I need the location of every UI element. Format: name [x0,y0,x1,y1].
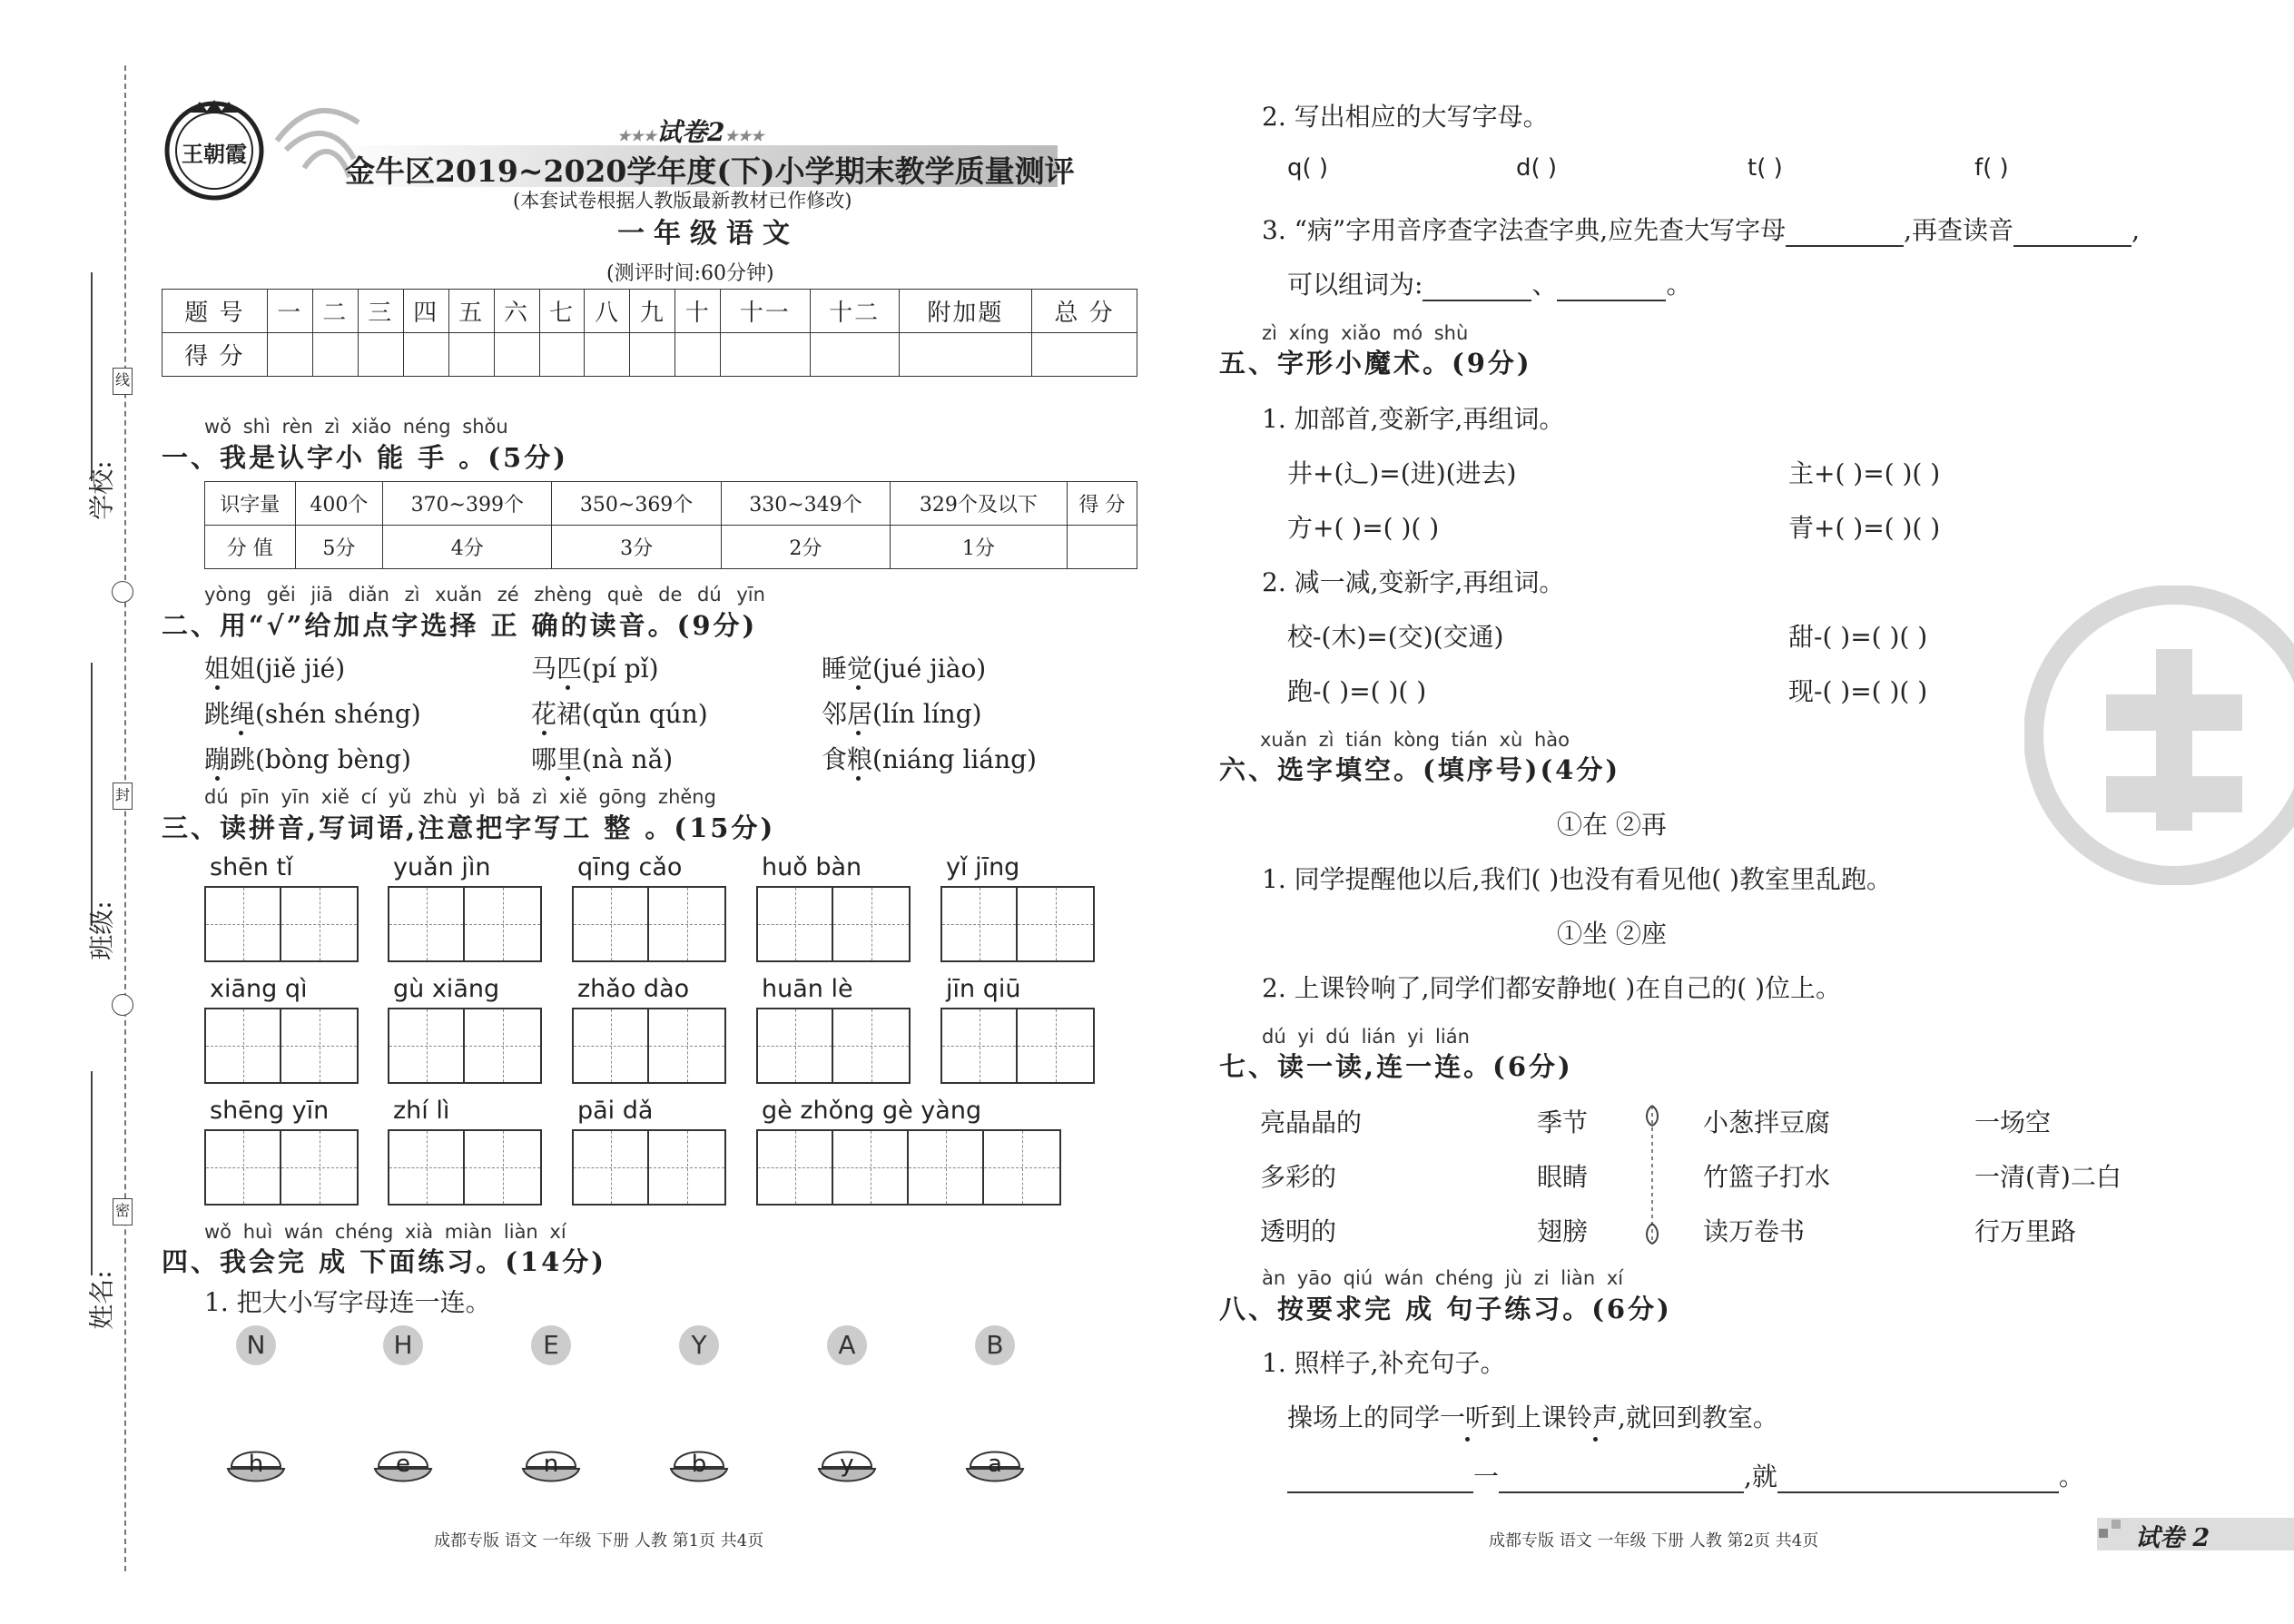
binding-hole-icon [112,581,133,603]
q8-blank-line: 一 ,就 。 [1287,1457,2084,1493]
lowercase-letter: a [988,1451,1002,1478]
grid-cell [758,1131,833,1204]
emphasis-dot [215,776,220,781]
q2-item: 跳绳(shén shéng) [204,699,421,729]
q1-score-cell: 3分 [552,526,721,569]
score-blank-cell [267,333,312,377]
q3-pinyin: gù xiāng [393,975,500,1003]
q7-pinyin: dú yi dú lián yi lián [1262,1026,1470,1048]
score-blank-cell [448,333,494,377]
grid-cell [389,1131,465,1204]
grid-cell [281,1009,357,1082]
q6-sentence2: 2. 上课铃响了,同学们都安静地( )在自己的( )位上。 [1262,973,1842,1003]
q2-item: 睡觉(jué jiào) [822,654,987,684]
score-header-cell: 四 [403,290,448,333]
writing-grid [940,1008,1095,1084]
q2-item: 花裙(qǔn qún) [531,699,708,729]
emphasis-dot [215,685,220,690]
lowercase-letter: b [691,1451,707,1478]
q1-header-cell: 329个及以下 [891,482,1068,526]
grid-cell [389,888,465,960]
grid-cell [206,888,281,960]
seal-box-seal: 封 [113,782,133,810]
score-blank-cell [312,333,358,377]
q3-pinyin: huǒ bàn [762,853,862,881]
grid-cell [389,1009,465,1082]
q4-pinyin: wǒ huì wán chéng xià miàn liàn xí [204,1221,566,1243]
seal-box-line: 线 [113,368,133,395]
grid-cell [1018,1009,1093,1082]
q5-pinyin: zì xíng xiǎo mó shù [1262,322,1469,344]
q2-item: 食粮(niáng liáng) [822,744,1037,774]
fold-line [124,65,126,1571]
score-blank-cell [675,333,721,377]
score-header-cell: 八 [585,290,630,333]
q7-left-item: 多彩的 [1260,1162,1337,1192]
score-blank-cell [721,333,810,377]
score-header-cell: 五 [448,290,494,333]
footer-left: 成都专版 语文 一年级 下册 人教 第1页 共4页 [434,1531,764,1550]
q3-pinyin: yǐ jīng [946,853,1020,881]
q7-right2-item: 行万里路 [1974,1216,2077,1246]
uppercase-letter: N [236,1325,276,1365]
grid-cell [465,1131,540,1204]
footer-badge: 试卷 2 [2135,1524,2210,1552]
grid-cell [909,1131,984,1204]
score-header-cell: 一 [267,290,312,333]
shell-icon [519,1440,583,1494]
emphasis-dot [239,731,243,735]
score-header-cell: 附加题 [899,290,1031,333]
q3-pinyin: qīng cǎo [577,853,683,881]
q1-header-cell: 330~349个 [721,482,890,526]
q2-item: 马匹(pí pǐ) [531,654,659,684]
q4-sub3-line1: 3. “病”字用音序查字法查字典,应先查大写字母 ,再查读音 , [1262,215,2140,245]
logo [163,100,265,202]
q5-r1a: 井+(辶)=(进)(进去) [1287,458,1517,488]
score-header-cell: 十一 [721,290,810,333]
q7-left-item: 亮晶晶的 [1260,1107,1363,1137]
q5-r1b: 主+( )=( )( ) [1788,458,1941,488]
q4-sub1: 1. 把大小写字母连一连。 [204,1287,491,1317]
q3-title: 三、读拼音,写词语,注意把字写工 整 。(15分) [162,812,776,843]
grid-cell [942,1009,1018,1082]
q8-example: 操场上的同学一听到上课铃声,就回到教室。 [1287,1403,1778,1432]
school-underline [91,272,93,481]
grid-cell [833,888,909,960]
grid-cell [465,888,540,960]
divider-vine-icon [1641,1097,1663,1251]
score-blank-cell [585,333,630,377]
score-header-cell: 十二 [810,290,899,333]
q6-pinyin: xuǎn zì tián kòng tián xù hào [1260,729,1570,751]
emphasis-dot [566,685,570,690]
shell-icon [963,1440,1027,1494]
series-label: ★★★试卷2★★★ [617,117,764,147]
lowercase-letter: n [543,1451,559,1478]
q6-sentence1: 1. 同学提醒他以后,我们( )也没有看见他( )教室里乱跑。 [1262,864,1893,894]
writing-grid [756,886,911,962]
q3-pinyin: yuǎn jìn [393,853,491,881]
q3-pinyin: shēn tǐ [210,853,293,881]
q7-right2-item: 一场空 [1974,1107,2052,1137]
q3-pinyin: xiāng qì [210,975,308,1003]
q2-pinyin: yòng gěi jiā diǎn zì xuǎn zé zhèng què de dú yīn [204,584,765,605]
grid-cell [1018,888,1093,960]
name-underline [91,1071,93,1275]
grid-cell [649,1131,724,1204]
q2-item: 邻居(lín líng) [822,699,982,729]
writing-grid [940,886,1095,962]
grid-cell [206,1131,281,1204]
score-header-cell: 十 [675,290,721,333]
shell-icon [224,1440,288,1494]
grid-cell [833,1131,909,1204]
q5-title: 五、字形小魔术。(9分) [1219,348,1532,379]
q5-r3b: 甜-( )=( )( ) [1788,622,1928,652]
score-header-cell: 九 [630,290,675,333]
q1-header-cell: 370~399个 [383,482,552,526]
grid-cell [758,888,833,960]
writing-grid [204,1129,359,1206]
uppercase-answer: q( ) [1287,154,1329,182]
grid-cell [281,1131,357,1204]
q1-header-cell: 350~369个 [552,482,721,526]
series-title: 试卷2 [656,117,725,147]
q7-mid-item: 眼睛 [1537,1162,1589,1192]
score-header-cell: 二 [312,290,358,333]
exam-title: 金牛区2019~2020学年度(下)小学期末教学质量测评 [345,153,1075,189]
grid-cell [281,888,357,960]
writing-grid [572,1008,726,1084]
writing-grid [388,1008,542,1084]
q7-right1-item: 小葱拌豆腐 [1703,1107,1831,1137]
writing-grid [756,1008,911,1084]
grid-cell [649,888,724,960]
q3-pinyin: gè zhǒng gè yàng [762,1097,982,1125]
grid-cell [465,1009,540,1082]
score-blank-cell [810,333,899,377]
q6-options2: ①坐 ②座 [1557,919,1667,949]
q1-score-cell: 2分 [721,526,890,569]
writing-grid [756,1129,1061,1206]
q3-pinyin: jīn qiū [946,975,1021,1003]
q1-table [204,481,1137,569]
score-header-cell: 七 [539,290,585,333]
q3-pinyin: huān lè [762,975,853,1003]
score-blank-cell [358,333,403,377]
q5-sub1: 1. 加部首,变新字,再组词。 [1262,404,1565,434]
seal-box-secret: 密 [113,1198,133,1225]
uppercase-answer: d( ) [1516,154,1558,182]
q4-title: 四、我会完 成 下面练习。(14分) [162,1246,606,1277]
score-header-cell: 总 分 [1032,290,1137,333]
uppercase-letter: Y [679,1325,719,1365]
score-header-cell: 六 [494,290,539,333]
emphasis-dot [856,685,861,690]
q1-header-cell: 识字量 [205,482,296,526]
q4-sub2: 2. 写出相应的大写字母。 [1262,102,1549,132]
grid-cell [833,1009,909,1082]
uppercase-letter: H [383,1325,423,1365]
score-row-label: 得 分 [162,333,268,377]
q3-pinyin: dú pīn yīn xiě cí yǔ zhù yì bǎ zì xiě gōng zhěng [204,786,716,808]
score-blank-cell [630,333,675,377]
q1-header-cell: 得 分 [1067,482,1137,526]
emphasis-dot [856,731,861,735]
class-label: 班级: [86,901,117,960]
score-header-cell: 三 [358,290,403,333]
shell-icon [371,1440,435,1494]
grid-cell [574,1131,649,1204]
q7-right2-item: 一清(青)二白 [1974,1162,2122,1192]
score-table [162,289,1137,377]
q2-title: 二、用“√”给加点字选择 正 确的读音。(9分) [162,610,758,641]
q1-score-cell [1067,526,1137,569]
writing-grid [388,886,542,962]
q2-item: 姐姐(jiě jié) [204,654,346,684]
grid-cell [942,888,1018,960]
uppercase-letter: E [531,1325,571,1365]
footer-right: 成都专版 语文 一年级 下册 人教 第2页 共4页 [1489,1531,1819,1550]
grid-cell [758,1009,833,1082]
uppercase-letter: B [975,1325,1015,1365]
q3-pinyin: zhí lì [393,1097,450,1125]
grid-cell [574,888,649,960]
q1-score-cell: 1分 [891,526,1068,569]
shell-icon [667,1440,731,1494]
q5-r4a: 跑-( )=( )( ) [1287,676,1427,706]
q3-pinyin: pāi dǎ [577,1097,654,1125]
q8-title: 八、按要求完 成 句子练习。(6分) [1219,1294,1672,1324]
score-blank-cell [1032,333,1137,377]
q7-right1-item: 竹篮子打水 [1703,1162,1831,1192]
q5-sub2: 2. 减一减,变新字,再组词。 [1262,567,1565,597]
q7-mid-item: 季节 [1537,1107,1589,1137]
class-underline [91,663,93,926]
emphasis-dot [566,776,570,781]
grid-cell [574,1009,649,1082]
q1-score-cell: 分 值 [205,526,296,569]
emphasis-dot [542,731,546,735]
q5-r2b: 青+( )=( )( ) [1788,513,1941,543]
q2-item: 蹦跳(bòng bèng) [204,744,411,774]
q7-left-item: 透明的 [1260,1216,1337,1246]
logo-text: 王朝霞 [182,141,247,167]
lowercase-letter: h [248,1451,264,1478]
lowercase-letter: y [840,1451,854,1478]
exam-note: (本套试卷根据人教版最新教材已作修改) [513,190,852,212]
writing-grid [572,1129,726,1206]
score-blank-cell [539,333,585,377]
writing-grid [572,886,726,962]
watermark-seal-icon [2024,586,2294,885]
score-blank-cell [899,333,1031,377]
writing-grid [204,886,359,962]
grid-cell [206,1009,281,1082]
subject-title: 一年级语文 [617,218,799,250]
q5-r4b: 现-( )=( )( ) [1788,676,1928,706]
q6-options1: ①在 ②再 [1557,810,1667,840]
q8-sub1: 1. 照样子,补充句子。 [1262,1348,1506,1378]
q1-score-cell: 5分 [295,526,383,569]
grid-cell [984,1131,1059,1204]
q7-mid-item: 翅膀 [1537,1216,1589,1246]
score-header-cell: 题 号 [162,290,268,333]
shell-icon [815,1440,879,1494]
q5-r3a: 校-(木)=(交)(交通) [1287,622,1504,652]
lowercase-letter: e [396,1451,410,1478]
q7-title: 七、读一读,连一连。(6分) [1219,1051,1573,1082]
score-blank-cell [403,333,448,377]
name-label: 姓名: [86,1270,117,1330]
uppercase-answer: f( ) [1974,154,2009,182]
q7-right1-item: 读万卷书 [1703,1216,1806,1246]
q1-header-cell: 400个 [295,482,383,526]
score-blank-cell [494,333,539,377]
q2-item: 哪里(nà nǎ) [531,744,674,774]
q1-score-cell: 4分 [383,526,552,569]
grid-cell [649,1009,724,1082]
q4-sub3-line2: 可以组词为: 、 。 [1287,270,1692,300]
q5-r2a: 方+( )=( )( ) [1287,513,1440,543]
q6-title: 六、选字填空。(填序号)(4分) [1219,754,1621,785]
exam-time: (测评时间:60分钟) [606,262,774,285]
q3-pinyin: shēng yīn [210,1097,330,1125]
writing-grid [388,1129,542,1206]
q3-pinyin: zhǎo dào [577,975,690,1003]
uppercase-letter: A [827,1325,867,1365]
q8-pinyin: àn yāo qiú wán chéng jù zi liàn xí [1262,1267,1624,1289]
q1-pinyin: wǒ shì rèn zì xiǎo néng shǒu [204,416,508,438]
uppercase-answer: t( ) [1748,154,1783,182]
binding-hole-icon [112,994,133,1016]
writing-grid [204,1008,359,1084]
emphasis-dot [856,776,861,781]
school-label: 学校: [86,460,117,520]
q1-title: 一、我是认字小 能 手 。(5分) [162,442,568,473]
